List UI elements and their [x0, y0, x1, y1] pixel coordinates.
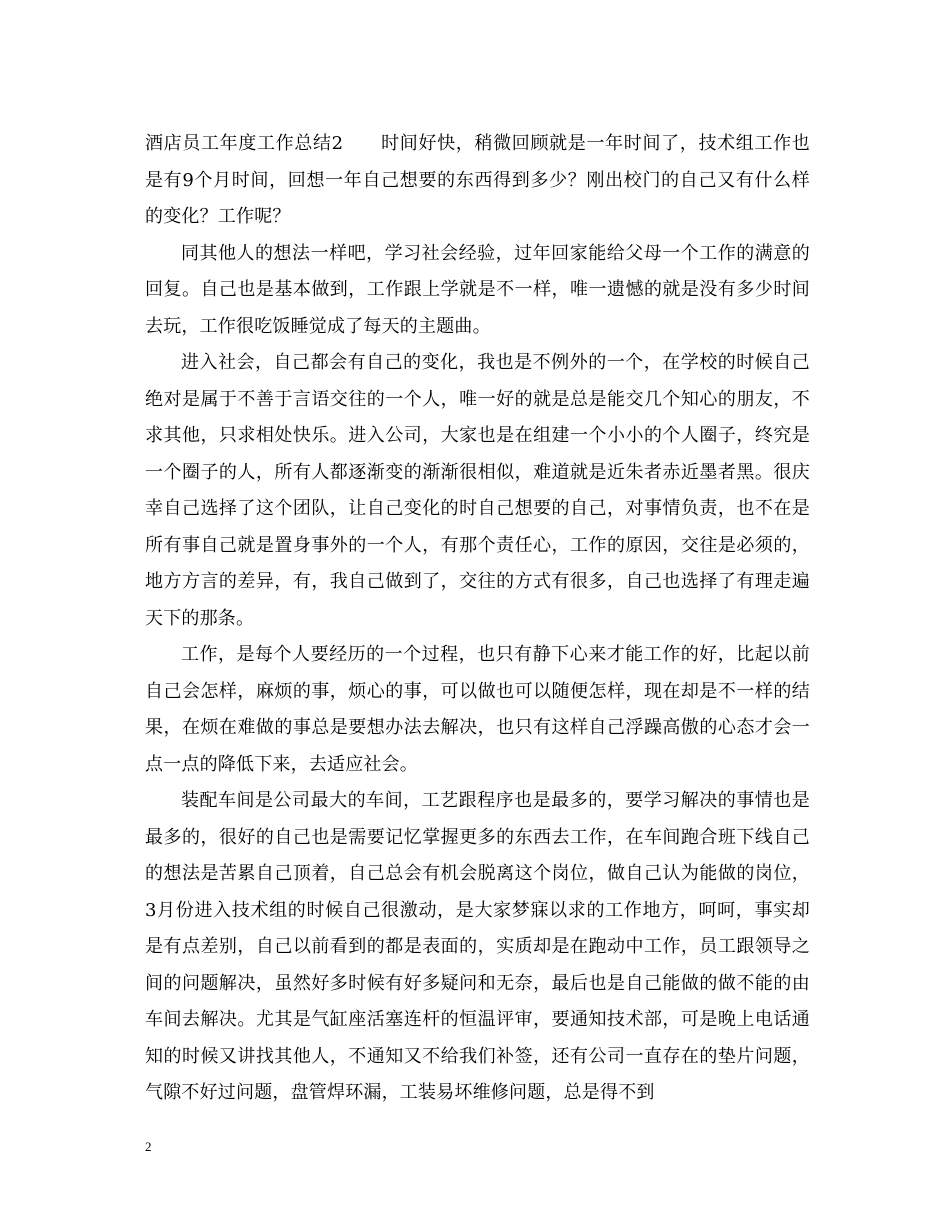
paragraph-work-process: 工作，是每个人要经历的一个过程，也只有静下心来才能工作的好，比起以前自己会怎样，麻烦的事，烦心的事，可以做也可以随便怎样，现在却是不一样的结果，在烦在难做的事总是要想办法去解决，也只有这样自己浮躁高傲的心态才会一点一点的降低下来，去适应社会。 [145, 644, 810, 775]
paragraph-social-experience: 同其他人的想法一样吧，学习社会经验，过年回家能给父母一个工作的满意的回复。自己也是基本做到，工作跟上学就是不一样，唯一遗憾的就是没有多少时间去玩，工作很吃饭睡觉成了每天的主题曲。 [145, 242, 810, 337]
paragraph-title-intro: 酒店员工年度工作总结2 时间好快，稍微回顾就是一年时间了，技术组工作也是有9个月时间，回想一年自己想要的东西得到多少？刚出校门的自己又有什么样的变化？工作呢？ [145, 133, 810, 227]
paragraph-assembly-workshop: 装配车间是公司最大的车间，工艺跟程序也是最多的，要学习解决的事情也是最多的，很好的自己也是需要记忆掌握更多的东西去工作，在车间跑合班下线自己的想法是苦累自己顶着，自己总会有机会脱离这个岗位，做自己认为能做的岗位，3月份进入技术组的时候自己很激动，是大家梦寐以求的工作地方，呵呵，事实却是有点差别，自己以前看到的都是表面的，实质却是在跑动中工作，员工跟领导之间的问题解决，虽然好多时候有好多疑问和无奈，最后也是自己能做的做不能的由车间去解决。尤其是气缸座活塞连杆的恒温评审，要通知技术部，可是晚上电话通知的时候又讲找其他人，不通知又不给我们补签，还有公司一直存在的垫片问题，气隙不好过问题，盘管焊环漏，工装易坏维修问题，总是得不到 [145, 790, 810, 1103]
document-body [145, 126, 810, 1112]
page-number: 2 [145, 1139, 152, 1154]
paragraph-entering-society: 进入社会，自己都会有自己的变化，我也是不例外的一个，在学校的时候自己绝对是属于不善于言语交往的一个人，唯一好的就是总是能交几个知心的朋友，不求其他，只求相处快乐。进入公司，大家也是在组建一个小小的个人圈子，终究是一个圈子的人，所有人都逐渐变的渐渐很相似，难道就是近朱者赤近墨者黑。很庆幸自己选择了这个团队，让自己变化的时自己想要的自己，对事情负责，也不在是所有事自己就是置身事外的一个人，有那个责任心，工作的原因，交往是必须的，地方方言的差异，有，我自己做到了，交往的方式有很多，自己也选择了有理走遍天下的那条。 [145, 352, 810, 629]
